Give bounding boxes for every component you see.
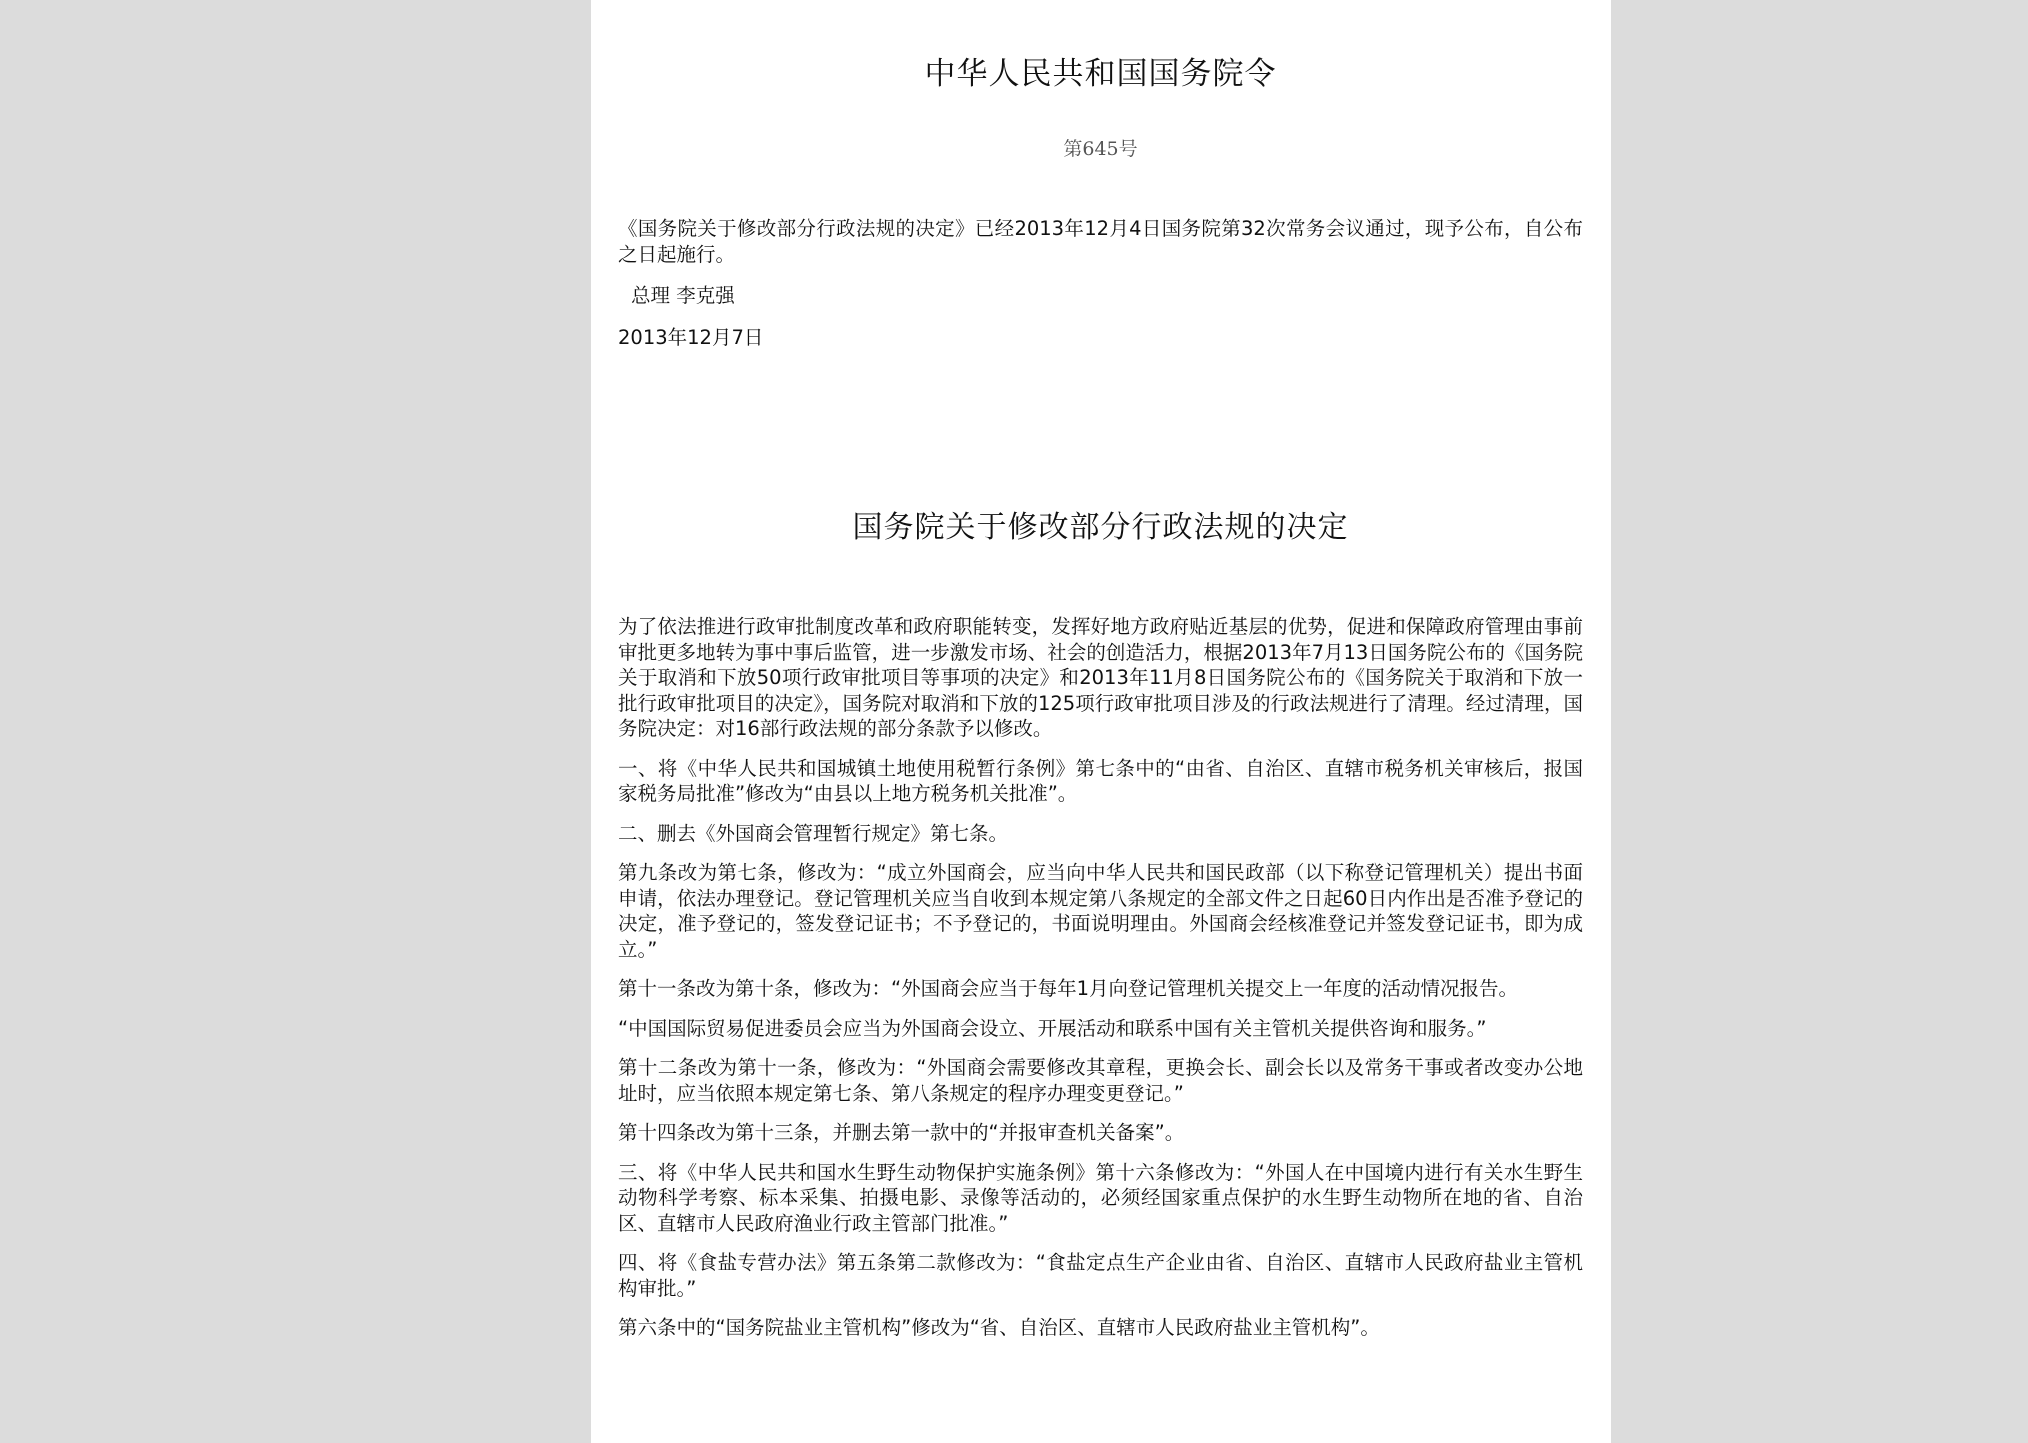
decision-paragraph: 第六条中的“国务院盐业主管机构”修改为“省、自治区、直辖市人民政府盐业主管机构”。 <box>618 1316 1380 1339</box>
decision-paragraph: 第十四条改为第十三条，并删去第一款中的“并报审查机关备案”。 <box>618 1121 1185 1144</box>
decision-paragraph: 一、将《中华人民共和国城镇土地使用税暂行条例》第七条中的“由省、自治区、直辖市税务机关审核后，报国家税务局批准”修改为“由县以上地方税务机关批准”。 <box>618 756 1583 805</box>
decision-paragraph: 第十一条改为第十条，修改为：“外国商会应当于每年1月向登记管理机关提交上一年度的活动情况报告。 <box>618 977 1519 1000</box>
decision-title: 国务院关于修改部分行政法规的决定 <box>852 510 1349 545</box>
order-number: 第645号 <box>1063 138 1138 160</box>
signer: 总理 李克强 <box>631 284 735 307</box>
decision-paragraph: 第十二条改为第十一条，修改为：“外国商会需要修改其章程，更换会长、副会长以及常务干事或者改变办公地址时，应当依照本规定第七条、第八条规定的程序办理变更登记。” <box>618 1056 1583 1105</box>
decision-paragraph: 三、将《中华人民共和国水生野生动物保护实施条例》第十六条修改为：“外国人在中国境内进行有关水生野生动物科学考察、标本采集、拍摄电影、录像等活动的，必须经国家重点保护的水生野生动物所在地的省、自治区、直辖市人民政府渔业行政主管部门批准。” <box>618 1160 1583 1235</box>
decision-paragraph: 为了依法推进行政审批制度改革和政府职能转变，发挥好地方政府贴近基层的优势，促进和保障政府管理由事前审批更多地转为事中事后监管，进一步激发市场、社会的创造活力，根据2013年7月13日国务院公布的《国务院关于取消和下放50项行政审批项目等事项的决定》和2013年11月8日国务院公布的《国务院关于取消和下放一批行政审批项目的决定》，国务院对取消和下放的125项行政审批项目涉及的行政法规进行了清理。经过清理，国务院决定：对16部行政法规的部分条款予以修改。 <box>618 615 1583 740</box>
order-title: 中华人民共和国国务院令 <box>924 56 1277 92</box>
decision-paragraph: 二、删去《外国商会管理暂行规定》第七条。 <box>618 821 1009 845</box>
promulgation-text: 《国务院关于修改部分行政法规的决定》已经2013年12月4日国务院第32次常务会议通过，现予公布，自公布之日起施行。 <box>618 217 1583 266</box>
promulgation-date: 2013年12月7日 <box>618 325 764 349</box>
decision-paragraph: 四、将《食盐专营办法》第五条第二款修改为：“食盐定点生产企业由省、自治区、直辖市人民政府盐业主管机构审批。” <box>618 1251 1583 1300</box>
decision-paragraph: “中国国际贸易促进委员会应当为外国商会设立、开展活动和联系中国有关主管机关提供咨询和服务。” <box>618 1016 1487 1040</box>
decision-paragraph: 第九条改为第七条，修改为：“成立外国商会，应当向中华人民共和国民政部（以下称登记管理机关）提出书面申请，依法办理登记。登记管理机关应当自收到本规定第八条规定的全部文件之日起60日内作出是否准予登记的决定，准予登记的，签发登记证书；不予登记的，书面说明理由。外国商会经核准登记并签发登记证书，即为成立。” <box>618 861 1583 961</box>
document-page <box>591 0 1611 1443</box>
